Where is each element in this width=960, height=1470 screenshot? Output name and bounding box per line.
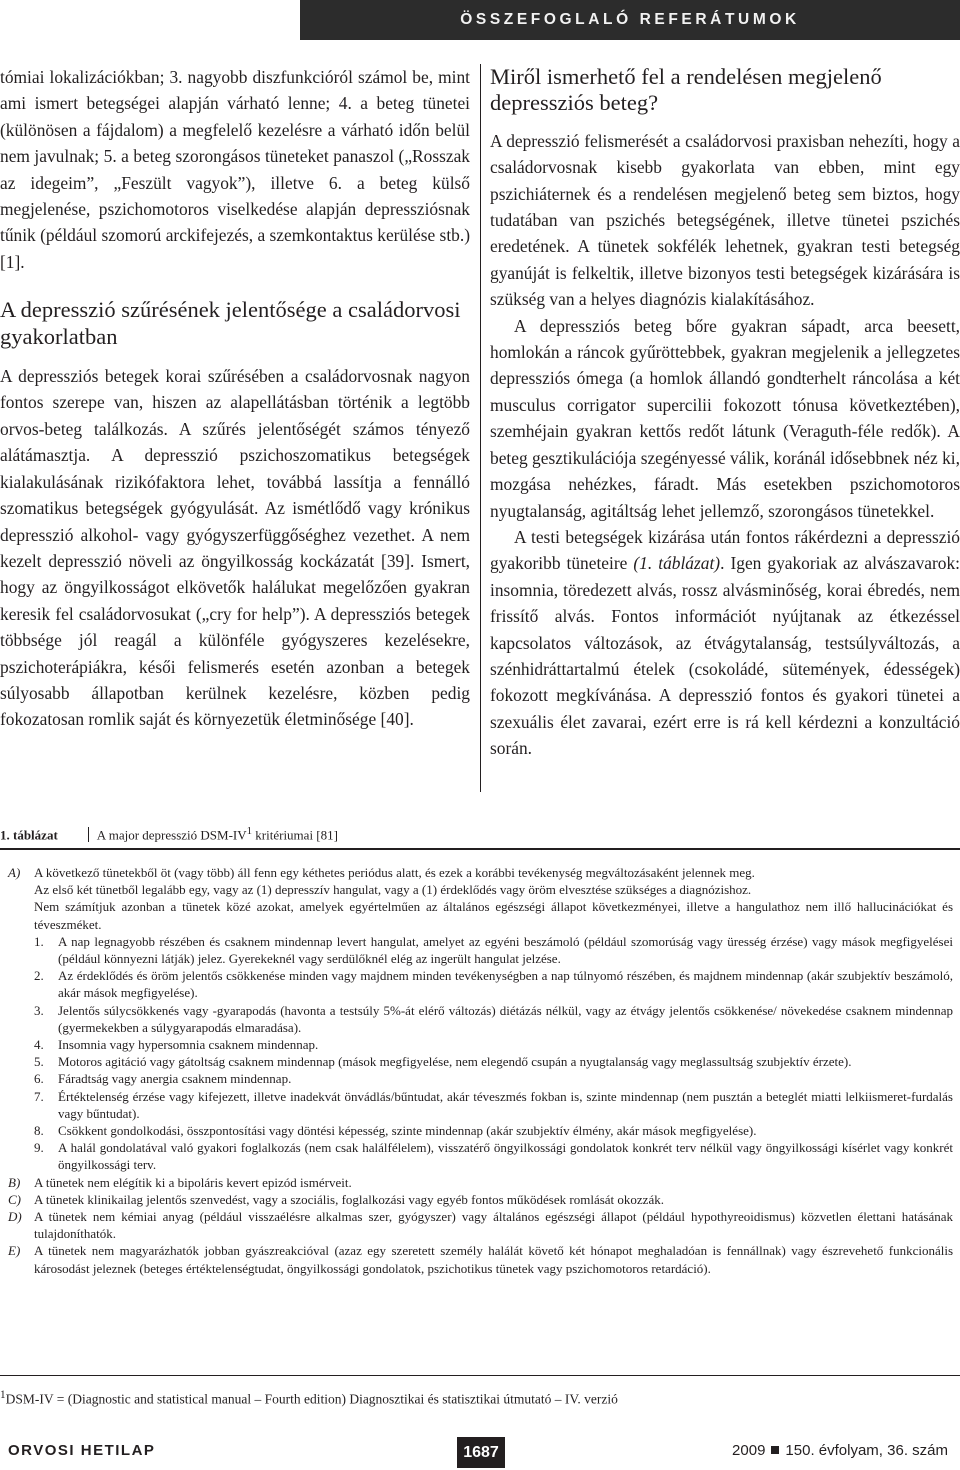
recognition-paragraph-3 — [490, 524, 960, 762]
criterion-d-text: A tünetek nem kémiai anyag (például visszaélésre alkalmas szer, gyógyszer) vagy általános egészségi állapot (például hypothyreoidismus) közvetlen élettani hatásának tulajdoníthatók. — [34, 1209, 953, 1242]
footnote — [0, 1386, 960, 1409]
symptom-item — [34, 967, 953, 1001]
section-banner: ÖSSZEFOGLALÓ REFERÁTUMOK — [300, 0, 960, 40]
journal-name: ORVOSI HETILAP — [8, 1442, 156, 1459]
symptom-number: 3. — [34, 1002, 44, 1018]
table-title-sup: 1 — [246, 825, 253, 837]
symptom-number: 1. — [34, 933, 44, 949]
symptom-item — [34, 1088, 953, 1122]
criterion-c-label: C) — [8, 1191, 21, 1207]
symptom-item — [34, 1053, 953, 1070]
section-heading-screening: A depresszió szűrésének jelentősége a családorvosi gyakorlatban — [0, 297, 461, 349]
criterion-a-line3: Nem számítjuk azonban a tünetek közé azokat, amelyek egyértelműen az általános egészségi állapot következményei, illetve a hangulathoz nem illő hallucinációkat és téveszméket. — [34, 899, 953, 932]
symptom-text: Motoros agitáció vagy gátoltság csaknem mindennap (mások megfigyelése, nem elegendő csupán a nyugtalanság vagy meglassultság szubjektív érzete). — [58, 1054, 852, 1070]
table-title-end: kritériumai [81] — [252, 827, 338, 843]
criterion-e — [8, 1242, 953, 1276]
page-number: 1687 — [457, 1437, 505, 1468]
paragraph-3-end: . Igen gyakoriak az alvászavarok: insomnia, töredezett alvás, rossz alvásminőség, korai ébredés, nem frissítő alvás. Fontos információt nyújtanak az étkezéssel kapcsolatos változások, az étvágytalanság, testsúlyváltozás, a szénhidráttartalmú ételek (csokoládé, sütemények, édességek) fokozott megkívánása. A depresszió fontos és gyakori tünetei a szexuális élet zavarai, ezért erre is rá kell kérdezni a konzultáció során. — [490, 553, 960, 759]
criterion-c-text: A tünetek klinikailag jelentős szenvedést, vagy a szociális, foglalkozási vagy egyéb fontos működések romlását okozzák. — [34, 1191, 664, 1207]
symptom-text: Jelentős súlycsökkenés vagy -gyarapodás (havonta a testsúly 5%-át elérő változás) diétázás nélkül, vagy az étvágy jelentős csökkenése/ növekedése csaknem mindennap (gyermekekben a súlygyarapodás elmaradása). — [58, 1002, 953, 1035]
footnote-marker: 1 — [0, 1389, 6, 1401]
screening-paragraph: A depressziós betegek korai szűrésében a családorvosnak nagyon fontos szerepe van, hiszen az alapellátásban történik a legtöbb orvos-beteg találkozás. A szűrés jelentőségét számos tényező alátámasztja. A depresszió pszichoszomatikus betegségek kialakulásának rizikófaktora lehet, továbbá lassítja a fennálló szomatikus betegségek gyógyulását. Az ismétlődő vagy krónikus depresszió alkohol- vagy gyógyszerfüggőséghez vezethet. A nem kezelt depresszió növeli az öngyilkosság kockázatát [39]. Ismert, hogy az öngyilkosságot elkövetők halálukat megelőzően gyakran keresik fel családorvosukat („cry for help”). A depressziós betegek többsége jól reagál a különféle gyógyszeres kezelésekre, pszichoterápiákra, késői felismerés esetén azonban a betegek súlyosabb állapotban kerülnek kezelésre, közben pedig fokozatosan romlik saját és környezetük életminősége [40]. — [0, 366, 470, 730]
criterion-a-line1: A következő tünetekből öt (vagy több) áll fenn egy kéthetes periódus alatt, és ezek a korábbi tevékenység megváltozásaként jelennek meg. — [34, 865, 755, 880]
table-reference: (1. táblázat) — [633, 553, 721, 574]
square-separator-icon — [771, 1446, 779, 1454]
table-number: 1. táblázat — [0, 827, 58, 843]
table-caption — [0, 822, 960, 844]
symptom-text: Értéktelenség érzése vagy kifejezett, illetve inadekvát önvádlás/bűntudat, akár téveszmés fokban is, szinte mindennap (nem pusztán a beteglét miatti lelkiismeret-furdalás vagy bűntudat). — [58, 1088, 953, 1121]
criterion-a-line2: Az első két tünetből legalább egy, vagy az (1) depresszív hangulat, vagy a (1) érdeklődés vagy öröm elvesztése szükséges a diagnózishoz. — [34, 882, 752, 898]
criterion-b-text: A tünetek nem elégítik ki a bipoláris kevert epizód ismérveit. — [34, 1174, 352, 1190]
symptom-item — [34, 933, 953, 967]
criterion-b-label: B) — [8, 1174, 21, 1190]
footnote-text: DSM-IV = (Diagnostic and statistical manual – Fourth edition) Diagnosztikai és statisztikai útmutató – IV. verzió — [5, 1391, 618, 1407]
symptom-text: Csökkent gondolkodási, összpontosítási vagy döntési képesség, szinte mindennap (akár szubjektív élmény, akár mások megfigyelése). — [58, 1123, 757, 1139]
issue-year: 2009 — [732, 1442, 766, 1459]
symptom-item — [34, 1139, 953, 1173]
criterion-a — [8, 864, 953, 881]
section-heading-recognition: Miről ismerhető fel a rendelésen megjelenő depressziós beteg? — [490, 64, 882, 116]
page-footer — [0, 1428, 960, 1470]
symptom-text: Insomnia vagy hypersomnia csaknem mindennap. — [58, 1037, 319, 1053]
paragraph-3-start: A testi betegségek kizárása után fontos rákérdezni a depresszió gyakoribb tüneteire — [490, 526, 960, 574]
criteria-content — [8, 864, 953, 1277]
symptom-item — [34, 1122, 953, 1139]
criterion-e-label: E) — [8, 1243, 21, 1259]
caption-divider — [88, 827, 89, 842]
symptom-number: 5. — [34, 1054, 44, 1070]
symptom-item — [34, 1002, 953, 1036]
left-column — [0, 64, 470, 733]
symptom-number: 8. — [34, 1123, 44, 1139]
symptom-number: 4. — [34, 1037, 44, 1053]
symptom-item — [34, 1036, 953, 1053]
symptom-number: 6. — [34, 1071, 44, 1087]
symptom-number: 7. — [34, 1088, 44, 1104]
criterion-a-label: A) — [8, 865, 21, 880]
symptom-item — [34, 1070, 953, 1087]
issue-volume: 150. évfolyam, 36. szám — [785, 1442, 948, 1459]
issue-info — [732, 1442, 948, 1459]
symptom-number: 2. — [34, 968, 44, 984]
symptom-number: 9. — [34, 1140, 44, 1156]
symptom-list — [8, 933, 953, 1174]
table-title: A major depresszió DSM-IV — [96, 827, 247, 843]
right-column — [490, 64, 960, 762]
criterion-d-label: D) — [8, 1209, 22, 1225]
criterion-e-text: A tünetek nem magyarázhatók jobban gyászreakcióval (azaz egy szeretett személy halálát követő két hónapot meghaladóan is fennállnak) vagy észrevehető funkcionális károsodást jeleznek (beteges értéktelenségtudat, öngyilkossági gondolatok, pszichotikus tünetek vagy pszichomotoros retardáció). — [34, 1243, 953, 1276]
criteria-table — [0, 848, 960, 1376]
symptom-text: Fáradtság vagy anergia csaknem mindennap. — [58, 1071, 292, 1087]
criterion-c — [8, 1191, 953, 1208]
recognition-paragraph-1: A depresszió felismerését a családorvosi praxisban nehezíti, hogy a családorvosnak kisebb gyakorlata van ebben, mint egy pszichiáternek és a rendelésen megjelenő beteg sem biztos, hogy tudatában van pszichés betegségének, illetve tünetei pszichés eredetének. A tünetek sokfélék lehetnek, gyakran testi betegség gyanúját is felkeltik, illetve bizonyos testi betegségek kizárására is szükség van a helyes diagnózis kialakításához. — [490, 130, 960, 310]
symptom-text: A halál gondolatával való gyakori foglalkozás (nem csak halálfélelem), visszatérő öngyilkossági gondolatok konkrét terv nélkül vagy öngyilkossági kísérlet vagy konkrét öngyilkossági terv. — [58, 1140, 953, 1173]
recognition-paragraph-2: A depressziós beteg bőre gyakran sápadt, arca beesett, homlokán a ráncok gyűröttebbek, gyakran megjelenik a jellegzetes depressziós ómega (a homlok állandó gondterhelt ráncolása a két musculus corrigator supercilii fokozott tónusa következtében), szemhéjain gyakran kettős redőt látunk (Veraguth-féle redők). A beteg gesztikulációja szegényessé válik, koránál idősebbnek néz ki, mozgása nehézkes, fáradt. Más esetekben pszichomotoros nyugtalanság, agitáltság lehet jellemző, szorongásos tünetekkel. — [490, 315, 960, 521]
criterion-b — [8, 1174, 953, 1191]
column-divider — [480, 64, 481, 792]
intro-paragraph: tómiai lokalizációkban; 3. nagyobb diszfunkcióról számol be, mint ami ismert betegségei alapján várható lenne; 4. a beteg tünetei (különösen a fájdalom) a megfelelő kezelésre a várható időn belül nem javulnak; 5. a beteg szorongásos tüneteket panaszol („Rosszak az idegeim”, „Feszült vagyok”), illetve 6. a beteg külső megjelenése, pszichomotoros viselkedése alapján depressziósnak tűnik (például szomorú arckifejezés, a szemkontaktus kerülése stb.) [1]. — [0, 67, 470, 272]
criterion-d — [8, 1208, 953, 1242]
symptom-text: Az érdeklődés és öröm jelentős csökkenése minden vagy majdnem minden tevékenységben a nap túlnyomó részében, és majdnem mindennap (akár szubjektív beszámoló, akár mások megfigyelése). — [58, 968, 953, 1001]
symptom-text: A nap legnagyobb részében és csaknem mindennap levert hangulat, amelyet az egyéni beszámoló (például szomorúság vagy üresség érzése) vagy mások megfigyelései (például könnyezni látják) jelez. Gyerekeknél vagy serdülőknél elég az ingerült hangulat jelzése. — [58, 933, 953, 967]
